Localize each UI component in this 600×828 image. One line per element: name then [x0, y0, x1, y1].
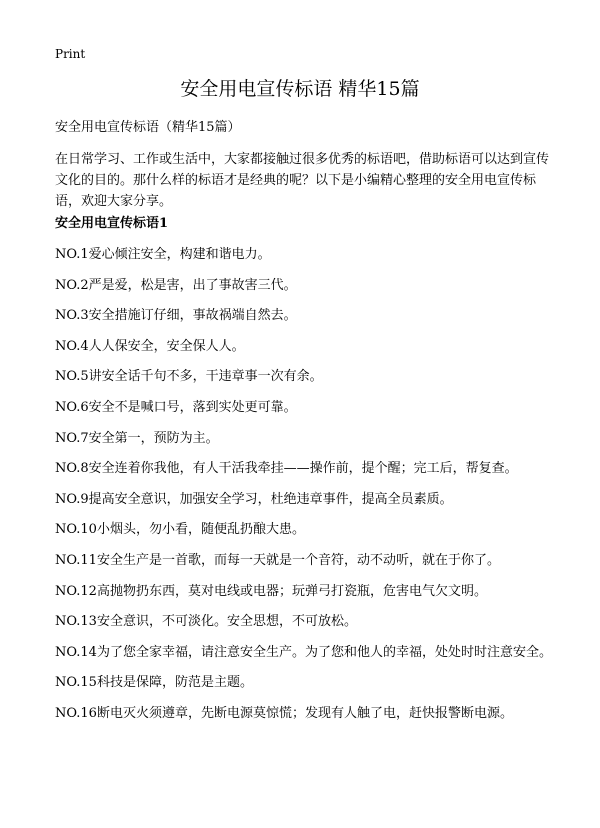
list-item: NO.11安全生产是一首歌，而每一天就是一个音符，动不动听，就在于你了。: [55, 552, 500, 568]
list-item: NO.15科技是保障，防范是主题。: [55, 675, 253, 691]
document-subtitle: 安全用电宣传标语（精华15篇）: [55, 120, 241, 135]
section-heading: 安全用电宣传标语1: [55, 216, 169, 231]
list-item: NO.1爱心倾注安全，构建和谐电力。: [55, 247, 271, 262]
list-item: NO.9提高安全意识，加强安全学习，杜绝违章事件，提高全员素质。: [55, 491, 453, 507]
slogan-list: [55, 246, 555, 736]
intro-paragraph: 在日常学习、工作或生活中，大家都接触过很多优秀的标语吧，借助标语可以达到宣传文化的目的。那什么样的标语才是经典的呢？以下是小编精心整理的安全用电宣传标语，欢迎大家分享。: [55, 152, 550, 209]
list-item: NO.16断电灭火须遵章，先断电源莫惊慌；发现有人触了电，赶快报警断电源。: [55, 705, 513, 721]
list-item: NO.2严是爱，松是害，出了事故害三代。: [55, 277, 297, 293]
list-item: NO.5讲安全话千句不多，干违章事一次有余。: [55, 369, 323, 385]
list-item: NO.12高抛物扔东西，莫对电线或电器；玩弹弓打瓷瓶，危害电气欠文明。: [55, 583, 487, 599]
list-item: NO.14为了您全家幸福，请注意安全生产。为了您和他人的幸福，处处时时注意安全。: [55, 644, 552, 660]
list-item: NO.7安全第一，预防为主。: [55, 430, 219, 446]
list-item: NO.4人人保安全，安全保人人。: [55, 338, 245, 354]
print-label: Print: [55, 47, 86, 61]
page-title: 安全用电宣传标语 精华15篇: [180, 78, 420, 100]
list-item: NO.6安全不是喊口号，落到实处更可靠。: [55, 399, 297, 415]
list-item: NO.10小烟头，勿小看，随便乱扔酿大患。: [55, 522, 305, 538]
list-item: NO.8安全连着你我他，有人干活我牵挂——操作前，提个醒；完工后，帮复查。: [55, 461, 518, 477]
list-item: NO.3安全措施订仔细，事故祸端自然去。: [55, 308, 297, 324]
list-item: NO.13安全意识，不可淡化。安全思想，不可放松。: [55, 614, 357, 630]
